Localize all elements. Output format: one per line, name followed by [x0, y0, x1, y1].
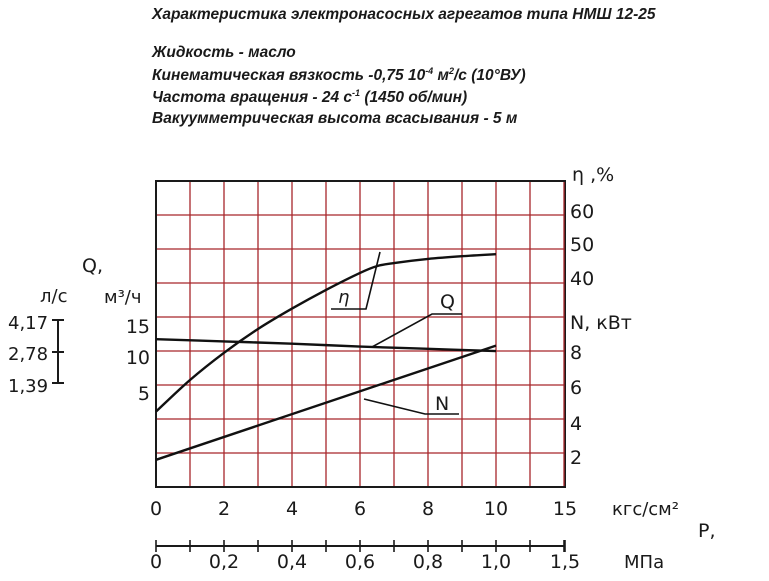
n-axis-label: N, кВт: [570, 312, 632, 334]
viscosity-unit-exponent: 2: [448, 66, 454, 76]
suction-line: Вакуумметрическая высота всасывания - 5 м: [152, 110, 518, 127]
x-top-tick-15: 15: [552, 498, 578, 520]
fluid-line: Жидкость - масло: [152, 44, 296, 61]
eta-axis-label: η ,%: [572, 164, 615, 186]
viscosity-tail: /с (10°ВУ): [454, 67, 526, 85]
x-top-tick-4: 4: [285, 498, 299, 520]
eta-tick-60: 60: [570, 201, 595, 223]
x-top-ticks: [150, 498, 577, 520]
eta-tick-50: 50: [570, 234, 595, 256]
ls-tick-278: 2,78: [8, 344, 49, 365]
x-bottom-tick-04: 0,4: [276, 551, 308, 573]
x-bottom-tick-0: 0: [149, 551, 163, 573]
x-top-tick-2: 2: [217, 498, 231, 520]
speed-text: Частота вращения - 24 с: [152, 89, 353, 107]
viscosity-text: Кинематическая вязкость -0,75 10: [152, 67, 426, 85]
q-tick-15: 15: [125, 316, 150, 338]
x-bottom-unit: МПа: [624, 552, 665, 573]
grid: [157, 182, 564, 486]
x-bottom-tick-08: 0,8: [412, 551, 444, 573]
x-top-tick-8: 8: [421, 498, 435, 520]
x-bottom-ticks: [150, 551, 580, 573]
q-curve-label: Q: [440, 291, 455, 313]
speed-exponent: -1: [352, 88, 361, 98]
speed-tail: (1450 об/мин): [360, 89, 468, 107]
chart-title: Характеристика электронасосных агрегатов типа НМШ 12-25: [152, 6, 656, 23]
x-bottom-tick-10: 1,0: [480, 551, 512, 573]
viscosity-exponent: -4: [425, 66, 434, 76]
q-leader: [372, 314, 462, 347]
x-bottom-tick-15: 1,5: [549, 551, 581, 573]
n-tick-4: 4: [570, 413, 583, 435]
x-top-unit: кгс/см²: [612, 499, 679, 520]
x-bottom-tick-06: 0,6: [344, 551, 376, 573]
q-tick-10: 10: [125, 347, 150, 369]
eta-curve-label: η: [338, 287, 350, 308]
ls-axis-unit: л/с: [40, 286, 68, 307]
q-axis-label: Q,: [82, 255, 103, 277]
eta-tick-40: 40: [570, 268, 595, 290]
n-tick-2: 2: [570, 447, 583, 469]
x-bottom-tick-02: 0,2: [208, 551, 240, 573]
n-curve-label: N: [435, 393, 450, 415]
ls-tick-139: 1,39: [8, 376, 49, 397]
q-axis-unit: м³/ч: [104, 287, 142, 308]
ls-tick-417: 4,17: [8, 313, 49, 334]
q-tick-5: 5: [137, 383, 150, 405]
x-top-tick-10: 10: [483, 498, 509, 520]
x-top-tick-0: 0: [149, 498, 163, 520]
x-top-tick-6: 6: [353, 498, 367, 520]
n-tick-6: 6: [570, 377, 583, 399]
viscosity-unit: м: [433, 67, 449, 85]
n-tick-8: 8: [570, 342, 583, 364]
p-axis-label: P,: [698, 520, 716, 542]
